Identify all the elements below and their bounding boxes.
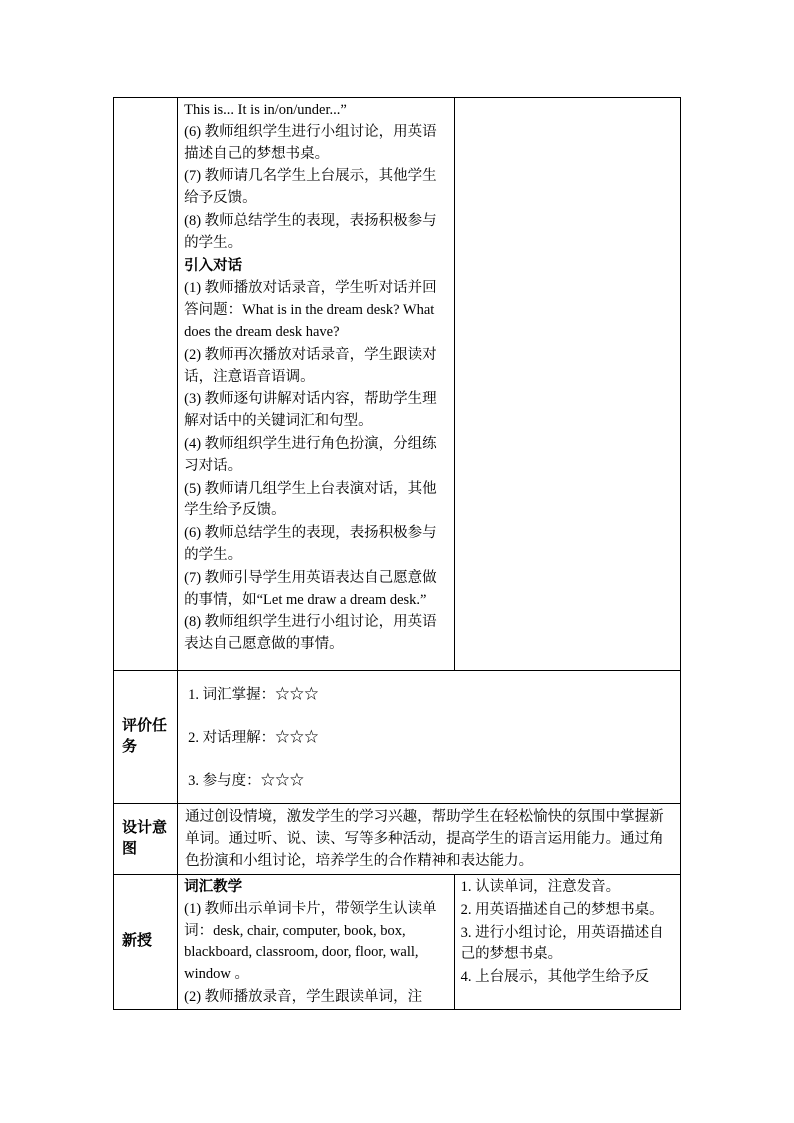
dialogue-step: (5) 教师请几组学生上台表演对话，其他学生给予反馈。 — [184, 480, 437, 519]
evaluation-row — [114, 671, 681, 804]
evaluation-item: 1. 词汇掌握：☆☆☆ — [188, 687, 319, 703]
section-title-dialogue: 引入对话 — [184, 257, 243, 274]
teacher-activity-cell — [178, 98, 454, 671]
dialogue-step: (3) 教师逐句讲解对话内容，帮助学生理解对话中的关键词汇和句型。 — [184, 391, 437, 430]
evaluation-label: 评价任务 — [114, 671, 178, 804]
new-lesson-student-cell — [454, 875, 680, 1010]
new-lesson-label: 新授 — [114, 875, 178, 1010]
dialogue-step: (8) 教师组织学生进行小组讨论，用英语表达自己愿意做的事情。 — [184, 614, 437, 653]
dialogue-step: (7) 教师引导学生用英语表达自己愿意做的事情，如“Let me draw a dream desk.” — [184, 569, 437, 608]
activity-row — [114, 98, 681, 671]
new-lesson-teacher-cell — [178, 875, 454, 1010]
lesson-plan-table — [113, 97, 681, 1010]
design-intent-row — [114, 804, 681, 875]
activity-line: (8) 教师总结学生的表现，表扬积极参与的学生。 — [184, 212, 437, 251]
activity-line: (6) 教师组织学生进行小组讨论，用英语描述自己的梦想书桌。 — [184, 123, 437, 162]
student-task: 2. 用英语描述自己的梦想书桌。 — [460, 901, 664, 918]
evaluation-item: 3. 参与度：☆☆☆ — [188, 773, 305, 789]
section-title-vocabulary: 词汇教学 — [184, 879, 243, 895]
design-intent-text: 通过创设情境，激发学生的学习兴趣，帮助学生在轻松愉快的氛围中掌握新单词。通过听、说、读、写等多种活动，提高学生的语言运用能力。通过角色扮演和小组讨论，培养学生的合作精神和表达能力。 — [178, 804, 681, 875]
student-activity-cell — [454, 98, 680, 671]
evaluation-cell — [178, 671, 681, 804]
vocabulary-step: (2) 教师播放录音，学生跟读单词，注 — [184, 988, 423, 1005]
dialogue-step: (6) 教师总结学生的表现，表扬积极参与的学生。 — [184, 525, 437, 563]
student-task: 1. 认读单词，注意发音。 — [460, 879, 621, 895]
activity-label-cell — [114, 98, 178, 671]
new-lesson-row — [114, 875, 681, 1010]
design-intent-label: 设计意图 — [114, 804, 178, 875]
vocabulary-step: (1) 教师出示单词卡片，带领学生认读单词：desk, chair, computer, book, box, blackboard, classroom, door, floor, wall, window 。 — [184, 900, 437, 983]
dialogue-step: (4) 教师组织学生进行角色扮演，分组练习对话。 — [184, 435, 437, 474]
activity-line: (7) 教师请几名学生上台展示，其他学生给予反馈。 — [184, 168, 437, 207]
student-task: 4. 上台展示，其他学生给予反 — [460, 969, 650, 986]
activity-line: This is... It is in/on/under...” — [184, 102, 347, 118]
dialogue-step: (1) 教师播放对话录音，学生听对话并回答问题：What is in the dream desk? What does the dream desk have? — [184, 280, 437, 340]
dialogue-step: (2) 教师再次播放对话录音，学生跟读对话，注意语音语调。 — [184, 346, 437, 385]
student-task: 3. 进行小组讨论，用英语描述自己的梦想书桌。 — [460, 924, 664, 963]
evaluation-item: 2. 对话理解：☆☆☆ — [188, 730, 319, 746]
